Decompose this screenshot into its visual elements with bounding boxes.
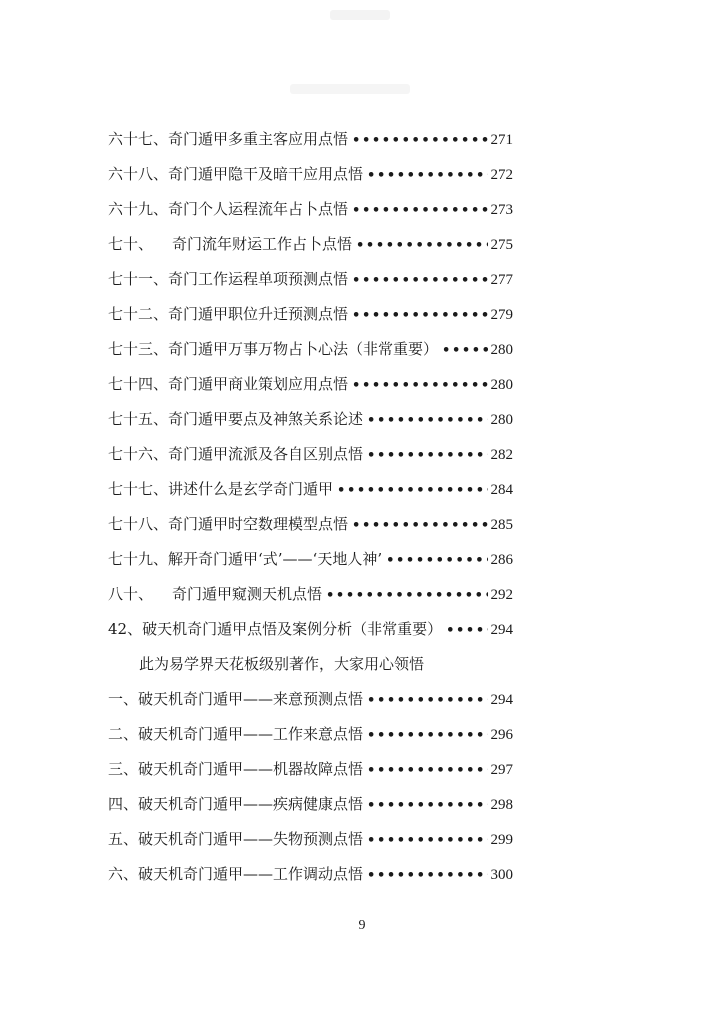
toc-entry-title: 奇门遁甲万事万物占卜心法（非常重要） [168, 340, 439, 358]
toc-entry-page: 280 [490, 342, 513, 358]
toc-entry-title: 奇门工作运程单项预测点悟 [168, 270, 349, 288]
toc-entry-title: 奇门遁甲时空数理模型点悟 [168, 515, 349, 533]
toc-entry-page: 282 [490, 447, 513, 463]
toc-entry-number: 三、 [108, 760, 139, 778]
toc-note [108, 647, 513, 682]
toc-entry-page: 292 [490, 587, 513, 603]
dot-leader [442, 333, 487, 368]
toc-entry-page: 294 [490, 692, 513, 708]
dot-leader [386, 543, 487, 578]
toc-entry-page: 277 [490, 272, 513, 288]
dot-leader [352, 368, 487, 403]
toc-entry [108, 262, 513, 297]
toc-entry-title: 破天机奇门遁甲——失物预测点悟 [138, 830, 364, 848]
toc-entry-page: 296 [490, 727, 513, 743]
toc-entry [108, 752, 513, 787]
dot-leader [446, 613, 487, 648]
dot-leader [367, 403, 487, 438]
toc-entry-page: 300 [490, 867, 513, 883]
dot-leader [367, 858, 487, 893]
toc-entry-page: 284 [490, 482, 513, 498]
toc-entry-number: 七十九、 [108, 550, 169, 568]
scan-artifact [330, 10, 390, 20]
dot-leader [352, 263, 487, 298]
toc-entry-number: 四、 [108, 795, 139, 813]
toc-entry [108, 332, 513, 367]
toc-entry-number: 七十二、 [108, 305, 169, 323]
toc-entry-title: 奇门遁甲窥测天机点悟 [172, 585, 323, 603]
dot-leader [326, 578, 487, 613]
toc-entry-number: 一、 [108, 690, 139, 708]
toc-entry [108, 822, 513, 857]
toc-entry [108, 227, 513, 262]
toc-entry-title: 破天机奇门遁甲点悟及案例分析（非常重要） [142, 620, 443, 638]
toc-entry-page: 297 [490, 762, 513, 778]
toc-entry [108, 192, 513, 227]
toc-entry-title: 奇门流年财运工作占卜点悟 [172, 235, 353, 253]
toc-entry [108, 367, 513, 402]
toc-entry-page: 275 [490, 237, 513, 253]
toc-entry-title: 奇门遁甲流派及各自区别点悟 [168, 445, 364, 463]
toc-entry-number: 42、 [108, 620, 143, 638]
dot-leader [352, 508, 487, 543]
dot-leader [367, 753, 487, 788]
toc-entry-title: 讲述什么是玄学奇门遁甲 [168, 480, 334, 498]
toc-entry-number: 七十四、 [108, 375, 169, 393]
dot-leader [367, 788, 487, 823]
toc-entry-title: 奇门遁甲商业策划应用点悟 [168, 375, 349, 393]
dot-leader [367, 683, 487, 718]
toc-entry-page: 280 [490, 377, 513, 393]
dot-leader [352, 193, 487, 228]
table-of-contents [108, 122, 513, 892]
toc-entry-number: 七十一、 [108, 270, 169, 288]
toc-entry-page: 271 [490, 132, 513, 148]
toc-note-text: 此为易学界天花板级别著作，大家用心领悟 [139, 655, 425, 673]
toc-entry-title: 解开奇门遁甲‘式’——‘天地人神’ [168, 550, 383, 568]
toc-entry-number: 七十六、 [108, 445, 169, 463]
toc-entry-number: 五、 [108, 830, 139, 848]
toc-entry [108, 857, 513, 892]
toc-entry-number: 二、 [108, 725, 139, 743]
toc-entry [108, 787, 513, 822]
toc-entry-title: 破天机奇门遁甲——机器故障点悟 [138, 760, 364, 778]
toc-entry-number: 六十七、 [108, 130, 169, 148]
toc-entry-title: 奇门遁甲职位升迁预测点悟 [168, 305, 349, 323]
toc-entry [108, 472, 513, 507]
toc-entry-number: 七十、 [108, 235, 154, 253]
toc-entry-title: 奇门遁甲要点及神煞关系论述 [168, 410, 364, 428]
toc-entry [108, 297, 513, 332]
toc-entry [108, 437, 513, 472]
dot-leader [352, 298, 487, 333]
dot-leader [352, 123, 487, 158]
toc-entry-page: 280 [490, 412, 513, 428]
dot-leader [356, 228, 487, 263]
dot-leader [367, 438, 487, 473]
toc-entry-number: 七十五、 [108, 410, 169, 428]
toc-entry-title: 破天机奇门遁甲——工作来意点悟 [138, 725, 364, 743]
toc-entry-page: 272 [490, 167, 513, 183]
toc-entry [108, 612, 513, 647]
scan-artifact [290, 84, 410, 94]
toc-entry [108, 507, 513, 542]
toc-entry [108, 542, 513, 577]
toc-entry-title: 奇门遁甲多重主客应用点悟 [168, 130, 349, 148]
dot-leader [367, 158, 487, 193]
toc-entry [108, 717, 513, 752]
toc-entry-page: 299 [490, 832, 513, 848]
page-number: 9 [358, 918, 366, 933]
toc-entry-number: 七十八、 [108, 515, 169, 533]
toc-entry-title: 奇门遁甲隐干及暗干应用点悟 [168, 165, 364, 183]
toc-entry-number: 八十、 [108, 585, 154, 603]
dot-leader [367, 823, 487, 858]
toc-entry-number: 六十九、 [108, 200, 169, 218]
toc-entry [108, 682, 513, 717]
toc-entry [108, 157, 513, 192]
toc-entry-number: 七十七、 [108, 480, 169, 498]
toc-entry-title: 奇门个人运程流年占卜点悟 [168, 200, 349, 218]
toc-entry-number: 六、 [108, 865, 139, 883]
toc-entry-page: 298 [490, 797, 513, 813]
toc-entry-page: 279 [490, 307, 513, 323]
toc-entry-page: 273 [490, 202, 513, 218]
toc-entry-number: 六十八、 [108, 165, 169, 183]
dot-leader [367, 718, 487, 753]
toc-entry-title: 破天机奇门遁甲——来意预测点悟 [138, 690, 364, 708]
toc-entry-number: 七十三、 [108, 340, 169, 358]
toc-entry-page: 285 [490, 517, 513, 533]
toc-entry-title: 破天机奇门遁甲——工作调动点悟 [138, 865, 364, 883]
toc-entry [108, 577, 513, 612]
toc-entry-page: 294 [490, 622, 513, 638]
toc-entry-page: 286 [490, 552, 513, 568]
toc-entry-title: 破天机奇门遁甲——疾病健康点悟 [138, 795, 364, 813]
toc-entry [108, 402, 513, 437]
toc-entry [108, 122, 513, 157]
dot-leader [337, 473, 487, 508]
